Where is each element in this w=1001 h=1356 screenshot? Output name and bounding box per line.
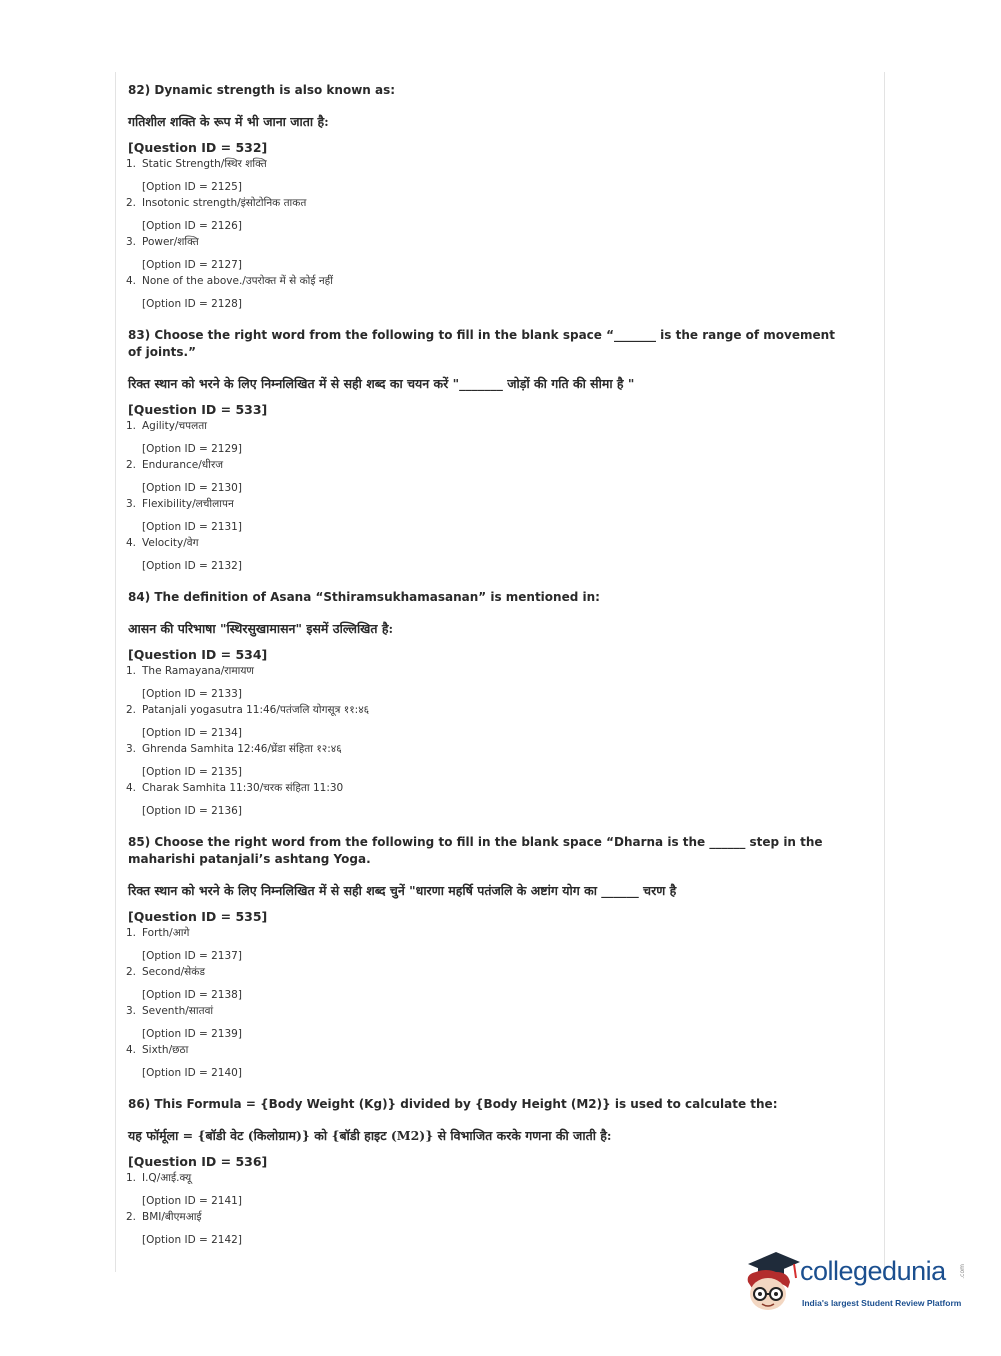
option-row [126, 965, 846, 979]
option-text: Forth/आगे [142, 927, 190, 939]
option-id: [Option ID = 2131] [142, 521, 242, 533]
question-block [126, 834, 846, 1080]
option-row [126, 235, 846, 249]
question-id: [Question ID = 536] [128, 1154, 268, 1169]
question-id: [Question ID = 535] [128, 909, 268, 924]
option-number: 2. [126, 459, 137, 471]
left-margin-rule [115, 72, 116, 1272]
option-row [126, 196, 846, 210]
option-number: 4. [126, 1044, 137, 1056]
option-number: 4. [126, 275, 137, 287]
question-id: [Question ID = 534] [128, 647, 268, 662]
option-row [126, 1171, 846, 1185]
option-number: 1. [126, 665, 137, 677]
option-id: [Option ID = 2133] [142, 688, 242, 700]
option-text: Patanjali yogasutra 11:46/पतंजलि योगसूत्र ११:४६ [142, 704, 370, 716]
question-text-english: 84) The definition of Asana “Sthiramsukhamasanan” is mentioned in: [128, 590, 600, 604]
question-text-english: 85) Choose the right word from the following to fill in the blank space “Dharna is the ______ step in the maharishi patanjali’s ashtang Yoga. [128, 835, 823, 866]
option-number: 3. [126, 1005, 137, 1017]
logo-tagline: India's largest Student Review Platform [802, 1298, 962, 1308]
option-number: 2. [126, 1211, 137, 1223]
option-text: Velocity/वेग [142, 537, 199, 549]
question-text-hindi: गतिशील शक्ति के रूप में भी जाना जाता है: [128, 114, 329, 129]
option-id: [Option ID = 2138] [142, 989, 242, 1001]
question-text-english: 83) Choose the right word from the following to fill in the blank space “_______ is the range of movement of joints.” [128, 328, 835, 359]
option-text: Endurance/धीरज [142, 459, 224, 471]
option-number: 3. [126, 498, 137, 510]
option-row [126, 781, 846, 795]
option-number: 1. [126, 420, 137, 432]
option-text: Sixth/छठा [142, 1044, 189, 1056]
option-text: Flexibility/लचीलापन [142, 498, 234, 510]
option-text: The Ramayana/रामायण [142, 665, 254, 677]
option-number: 3. [126, 236, 137, 248]
mascot-icon [742, 1248, 802, 1320]
option-text: Agility/चपलता [142, 420, 207, 432]
question-text-hindi: रिक्त स्थान को भरने के लिए निम्नलिखित में से सही शब्द का चयन करें "_______ जोड़ों की गति की सीमा है " [128, 376, 635, 391]
option-row [126, 536, 846, 550]
question-text-hindi: आसन की परिभाषा "स्थिरसुखामासन" इसमें उल्लिखित है: [128, 621, 394, 636]
option-text: Ghrenda Samhita 12:46/घ्रेंडा संहिता १२:४६ [142, 743, 342, 755]
question-block [126, 589, 846, 818]
question-text-english: 86) This Formula = {Body Weight (Kg)} divided by {Body Height (M2)} is used to calculate the: [128, 1097, 778, 1111]
option-row [126, 419, 846, 433]
logo-wordmark: collegedunia [800, 1256, 946, 1286]
option-id: [Option ID = 2136] [142, 805, 242, 817]
option-row [126, 157, 846, 171]
option-id: [Option ID = 2132] [142, 560, 242, 572]
option-number: 2. [126, 197, 137, 209]
option-id: [Option ID = 2127] [142, 259, 242, 271]
collegedunia-logo [742, 1248, 972, 1320]
option-row [126, 1043, 846, 1057]
option-number: 4. [126, 782, 137, 794]
option-text: Second/सेकंड [142, 966, 205, 978]
option-row [126, 274, 846, 288]
question-id: [Question ID = 532] [128, 140, 268, 155]
option-row [126, 703, 846, 717]
option-row [126, 664, 846, 678]
question-id: [Question ID = 533] [128, 402, 268, 417]
option-number: 3. [126, 743, 137, 755]
option-id: [Option ID = 2129] [142, 443, 242, 455]
option-text: BMI/बीएमआई [142, 1211, 202, 1223]
question-list [126, 82, 846, 1263]
option-id: [Option ID = 2134] [142, 727, 242, 739]
option-text: Power/शक्ति [142, 236, 199, 248]
option-row [126, 1004, 846, 1018]
option-text: Charak Samhita 11:30/चरक संहिता 11:30 [142, 782, 344, 794]
option-number: 1. [126, 1172, 137, 1184]
option-id: [Option ID = 2141] [142, 1195, 242, 1207]
option-id: [Option ID = 2140] [142, 1067, 242, 1079]
question-text-hindi: रिक्त स्थान को भरने के लिए निम्नलिखित में से सही शब्द चुनें "धारणा महर्षि पतंजलि के अष्टांग योग का ______ चरण है [128, 883, 677, 898]
option-id: [Option ID = 2130] [142, 482, 242, 494]
question-text-hindi: यह फॉर्मूला = {बॉडी वेट (किलोग्राम)} को {बॉडी हाइट (M2)} से विभाजित करके गणना की जाती है: [128, 1128, 612, 1143]
question-text-english: 82) Dynamic strength is also known as: [128, 83, 396, 97]
question-block [126, 327, 846, 573]
option-id: [Option ID = 2135] [142, 766, 242, 778]
option-number: 4. [126, 537, 137, 549]
option-id: [Option ID = 2125] [142, 181, 242, 193]
option-text: I.Q/आई.क्यू [142, 1172, 192, 1184]
right-margin-rule [884, 72, 885, 1272]
option-id: [Option ID = 2126] [142, 220, 242, 232]
option-row [126, 458, 846, 472]
logo-domain: .com [959, 1264, 966, 1279]
option-id: [Option ID = 2137] [142, 950, 242, 962]
option-number: 1. [126, 927, 137, 939]
option-id: [Option ID = 2142] [142, 1234, 242, 1246]
option-text: Seventh/सातवां [142, 1005, 214, 1017]
option-text: Insotonic strength/इंसोटोनिक ताकत [142, 197, 307, 209]
option-text: None of the above./उपरोक्त में से कोई नहीं [142, 275, 333, 287]
question-block [126, 82, 846, 311]
option-number: 1. [126, 158, 137, 170]
option-id: [Option ID = 2139] [142, 1028, 242, 1040]
option-number: 2. [126, 704, 137, 716]
option-row [126, 1210, 846, 1224]
option-row [126, 926, 846, 940]
option-row [126, 742, 846, 756]
option-text: Static Strength/स्थिर शक्ति [142, 158, 267, 170]
option-id: [Option ID = 2128] [142, 298, 242, 310]
question-block [126, 1096, 846, 1247]
option-row [126, 497, 846, 511]
option-number: 2. [126, 966, 137, 978]
